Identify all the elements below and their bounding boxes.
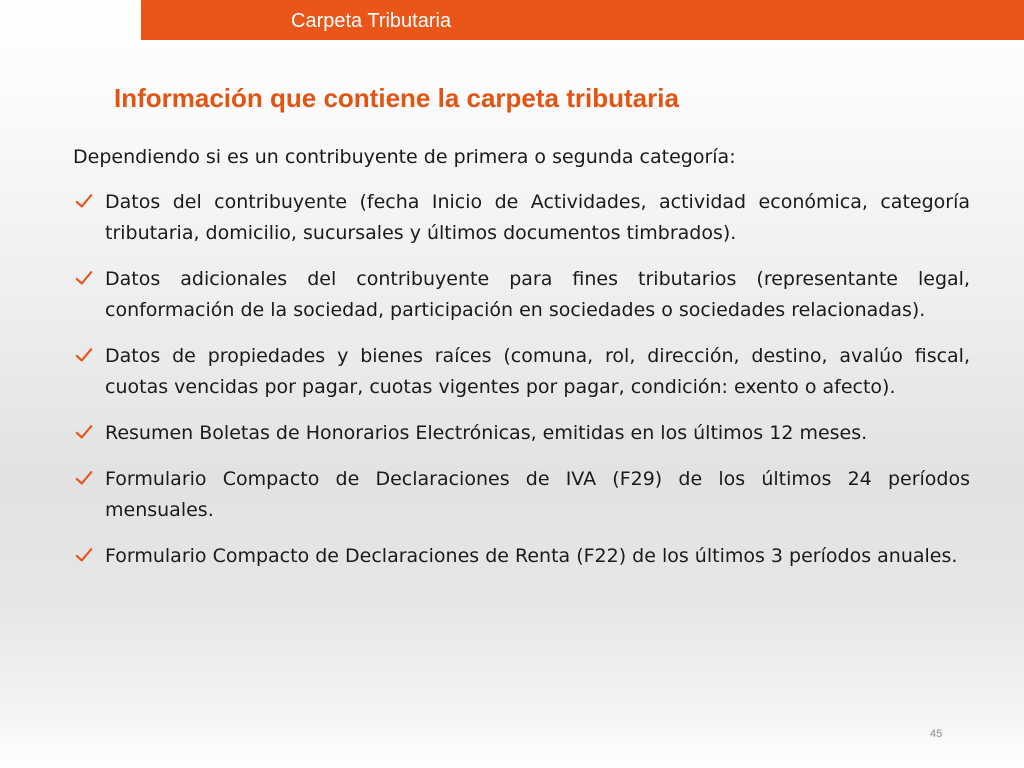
bullet-item — [73, 341, 970, 403]
section-title: Carpeta Tributaria — [291, 10, 452, 32]
bullet-text: Datos adicionales del contribuyente para fines tributarios (representante legal, conformación de la sociedad, participación en sociedades o sociedades relacionadas). — [105, 268, 970, 321]
bullet-item — [73, 464, 970, 526]
checkmark-icon — [75, 346, 93, 364]
checkmark-icon — [75, 469, 93, 487]
bullet-item — [73, 541, 970, 572]
bullet-text: Datos de propiedades y bienes raíces (comuna, rol, dirección, destino, avalúo fiscal, cuotas vencidas por pagar, cuotas vigentes por pagar, condición: exento o afecto). — [105, 345, 970, 398]
bullet-text: Resumen Boletas de Honorarios Electrónicas, emitidas en los últimos 12 meses. — [105, 422, 868, 444]
intro-text: Dependiendo si es un contribuyente de primera o segunda categoría: — [73, 146, 736, 168]
slide-content — [73, 142, 970, 587]
slide-title: Información que contiene la carpeta tributaria — [114, 83, 679, 113]
checkmark-icon — [75, 269, 93, 287]
bullet-list — [73, 187, 970, 572]
bullet-item — [73, 187, 970, 249]
page-number: 45 — [930, 728, 943, 740]
bullet-text: Formulario Compacto de Declaraciones de Renta (F22) de los últimos 3 períodos anuales. — [105, 545, 958, 567]
checkmark-icon — [75, 546, 93, 564]
bullet-text: Datos del contribuyente (fecha Inicio de Actividades, actividad económica, categoría tributaria, domicilio, sucursales y últimos documentos timbrados). — [105, 191, 970, 244]
bullet-item — [73, 418, 970, 449]
bullet-text: Formulario Compacto de Declaraciones de IVA (F29) de los últimos 24 períodos mensuales. — [105, 468, 970, 521]
bullet-item — [73, 264, 970, 326]
header-bar — [141, 0, 1024, 40]
checkmark-icon — [75, 423, 93, 441]
checkmark-icon — [75, 192, 93, 210]
